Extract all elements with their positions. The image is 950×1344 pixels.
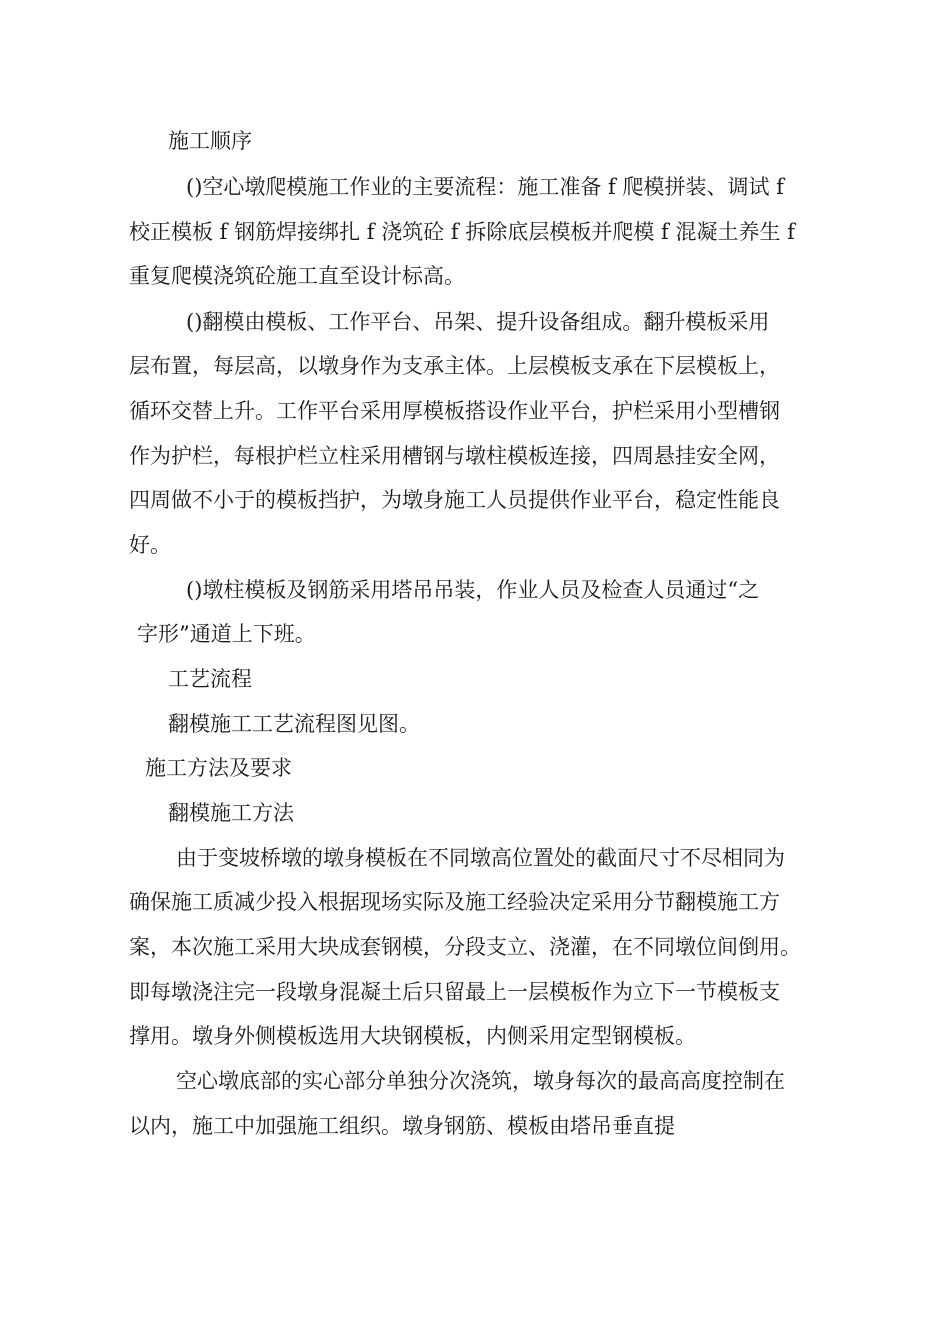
- paragraph-line: 撑用。墩身外侧模板选用大块钢模板，内侧采用定型钢模板。: [129, 1024, 696, 1048]
- paragraph-line: 四周做不小于的模板挡护，为墩身施工人员提供作业平台，稳定性能良: [129, 488, 780, 512]
- paragraph-line: 循环交替上升。工作平台采用厚模板搭设作业平台，护栏采用小型槽钢: [129, 399, 780, 423]
- paragraph-line: ()墩柱模板及钢筋采用塔吊吊装，作业人员及检查人员通过“之: [186, 578, 760, 602]
- heading-process-flow: 工艺流程: [168, 667, 252, 691]
- paragraph-line: 确保施工质减少投入根据现场实际及施工经验决定采用分节翻模施工方: [129, 890, 780, 914]
- paragraph-line: 空心墩底部的实心部分单独分次浇筑，墩身每次的最高高度控制在: [176, 1069, 785, 1093]
- paragraph-line: 以内，施工中加强施工组织。墩身钢筋、模板由塔吊垂直提: [129, 1114, 675, 1138]
- heading-methods-requirements: 施工方法及要求: [145, 756, 292, 780]
- heading-construction-sequence: 施工顺序: [168, 129, 252, 153]
- paragraph-line: 翻模施工工艺流程图见图。: [168, 712, 420, 736]
- paragraph-line: 即每墩浇注完一段墩身混凝土后只留最上一层模板作为立下一节模板支: [129, 980, 780, 1004]
- paragraph-line: 重复爬模浇筑砼施工直至设计标高。: [129, 264, 465, 288]
- paragraph-line: 校正模板 f 钢筋焊接绑扎 f 浇筑砼 f 拆除底层模板并爬模 f 混凝土养生 f: [129, 220, 795, 244]
- paragraph-line: 案，本次施工采用大块成套钢模，分段支立、浇灌，在不同墩位间倒用。: [129, 935, 801, 959]
- paragraph-line: 作为护栏，每根护栏立柱采用槽钢与墩柱模板连接，四周悬挂安全网，: [129, 444, 780, 468]
- paragraph-line: 层布置，每层高，以墩身作为支承主体。上层模板支承在下层模板上，: [129, 354, 780, 378]
- paragraph-line: 字形”通道上下班。: [137, 622, 316, 646]
- paragraph-line: 由于变坡桥墩的墩身模板在不同墩高位置处的截面尺寸不尽相同为: [176, 846, 785, 870]
- paragraph-line: 好。: [129, 533, 171, 557]
- paragraph-line: ()翻模由模板、工作平台、吊架、提升设备组成。翻升模板采用: [186, 310, 770, 334]
- heading-flip-formwork-method: 翻模施工方法: [168, 801, 294, 825]
- paragraph-line: ()空心墩爬模施工作业的主要流程：施工准备 f 爬模拼装、调试 f: [186, 175, 784, 199]
